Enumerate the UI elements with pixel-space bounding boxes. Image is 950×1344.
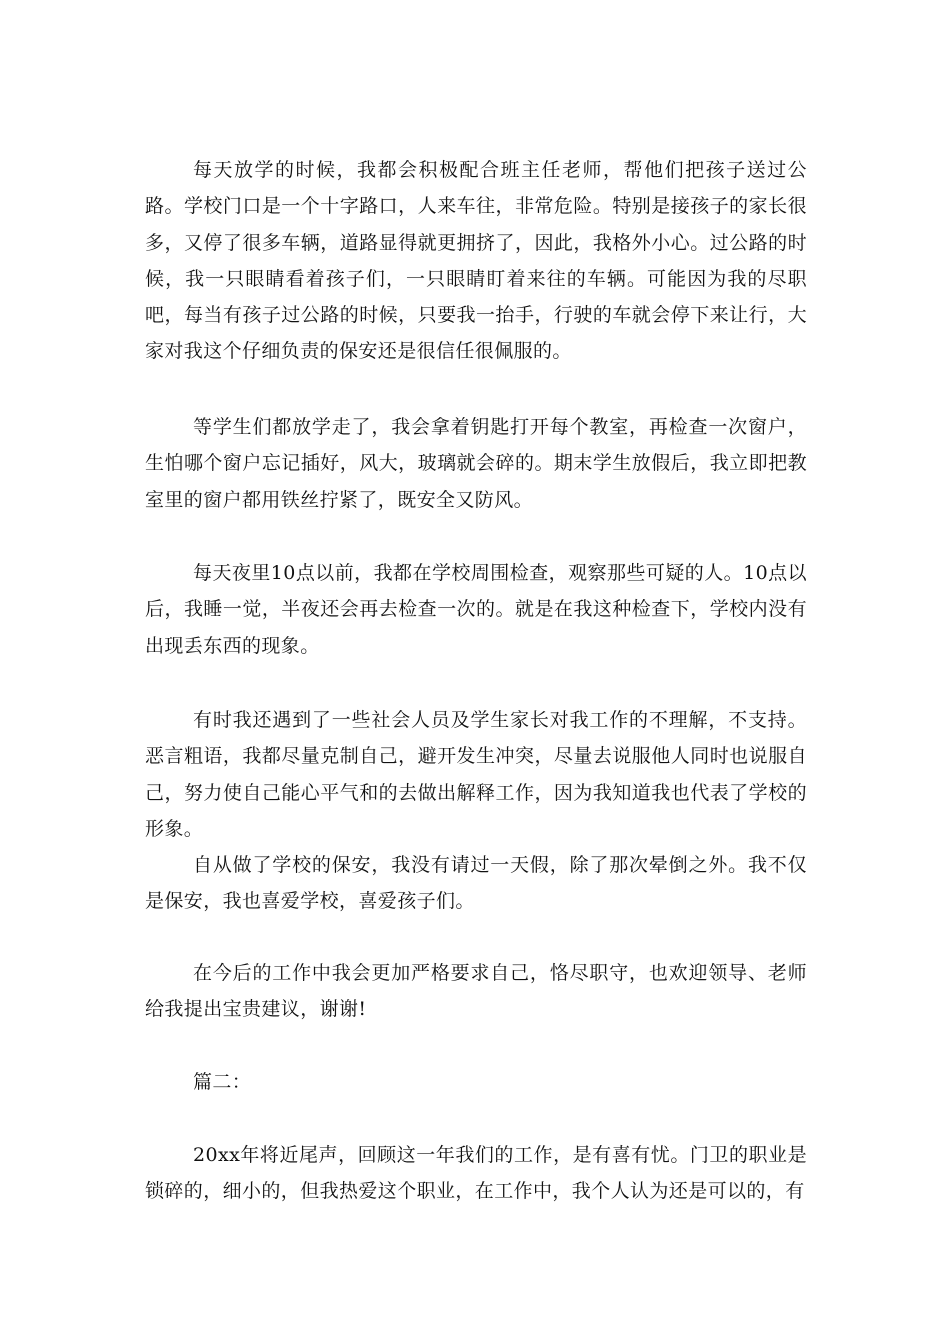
- paragraph-school-crossing: 每天放学的时候，我都会积极配合班主任老师，帮他们把孩子送过公路。学校门口是一个十字路口，人来车往，非常危险。特别是接孩子的家长很多，又停了很多车辆，道路显得就更拥挤了，因此，我格外小心。过公路的时候，我一只眼睛看着孩子们，一只眼睛盯着来往的车辆。可能因为我的尽职吧，每当有孩子过公路的时候，只要我一抬手，行驶的车就会停下来让行，大家对我这个仔细负责的保安还是很信任很佩服的。: [145, 159, 807, 363]
- paragraph-window-check: 等学生们都放学走了，我会拿着钥匙打开每个教室，再检查一次窗户，生怕哪个窗户忘记插好，风大，玻璃就会碎的。期末学生放假后，我立即把教室里的窗户都用铁丝拧紧了，既安全又防风。: [145, 416, 807, 511]
- paragraph-year-review: 20xx年将近尾声，回顾这一年我们的工作，是有喜有忧。门卫的职业是锁碎的，细小的，但我热爱这个职业，在工作中，我个人认为还是可以的，有: [145, 1144, 807, 1203]
- paragraph-night-patrol: 每天夜里10点以前，我都在学校周围检查，观察那些可疑的人。10点以后，我睡一觉，半夜还会再去检查一次的。就是在我这种检查下，学校内没有出现丢东西的现象。: [145, 562, 807, 657]
- paragraph-misunderstanding: 有时我还遇到了一些社会人员及学生家长对我工作的不理解，不支持。恶言粗语，我都尽量克制自己，避开发生冲突，尽量去说服他人同时也说服自己，努力使自己能心平气和的去做出解释工作，因为我知道我也代表了学校的形象。: [145, 709, 807, 840]
- paragraph-no-leave: 自从做了学校的保安，我没有请过一天假，除了那次晕倒之外。我不仅是保安，我也喜爱学校，喜爱孩子们。: [145, 854, 807, 913]
- paragraph-closing: 在今后的工作中我会更加严格要求自己，恪尽职守，也欢迎领导、老师给我提出宝贵建议，谢谢!: [145, 962, 807, 1021]
- section-heading-part-two: 篇二：: [193, 1071, 252, 1093]
